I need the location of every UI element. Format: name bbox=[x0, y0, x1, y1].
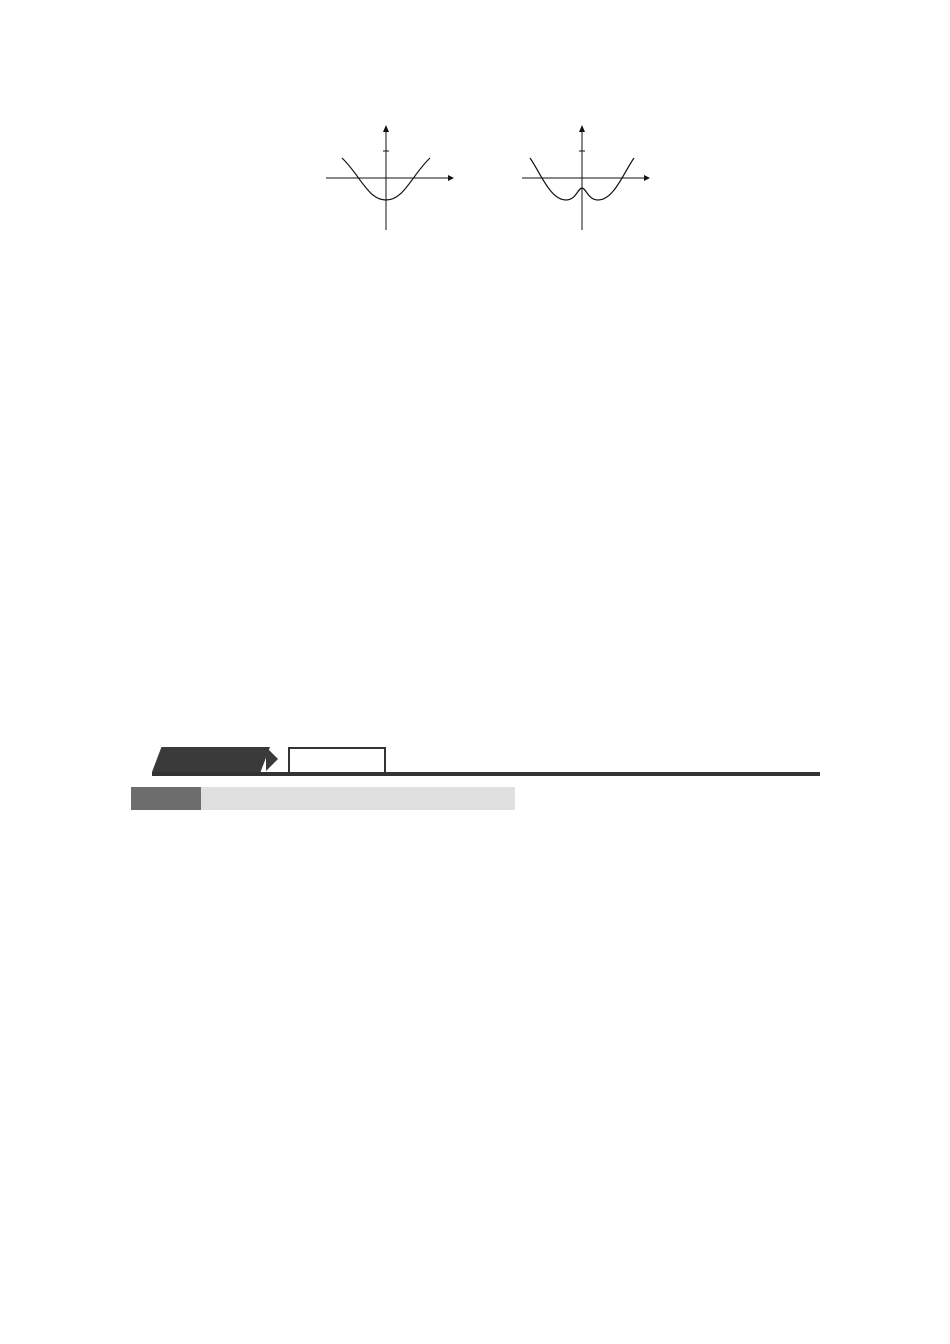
banner-rule bbox=[152, 772, 820, 776]
banner-left-label bbox=[152, 747, 270, 772]
topic-tag bbox=[131, 787, 201, 810]
banner-middle-label bbox=[288, 747, 386, 772]
graph-d bbox=[516, 120, 656, 239]
banner-arrow-icon bbox=[266, 747, 278, 771]
topic-header bbox=[131, 787, 515, 810]
graph-c bbox=[320, 120, 460, 239]
answer-graphs bbox=[320, 120, 660, 240]
section-banner bbox=[152, 745, 820, 777]
